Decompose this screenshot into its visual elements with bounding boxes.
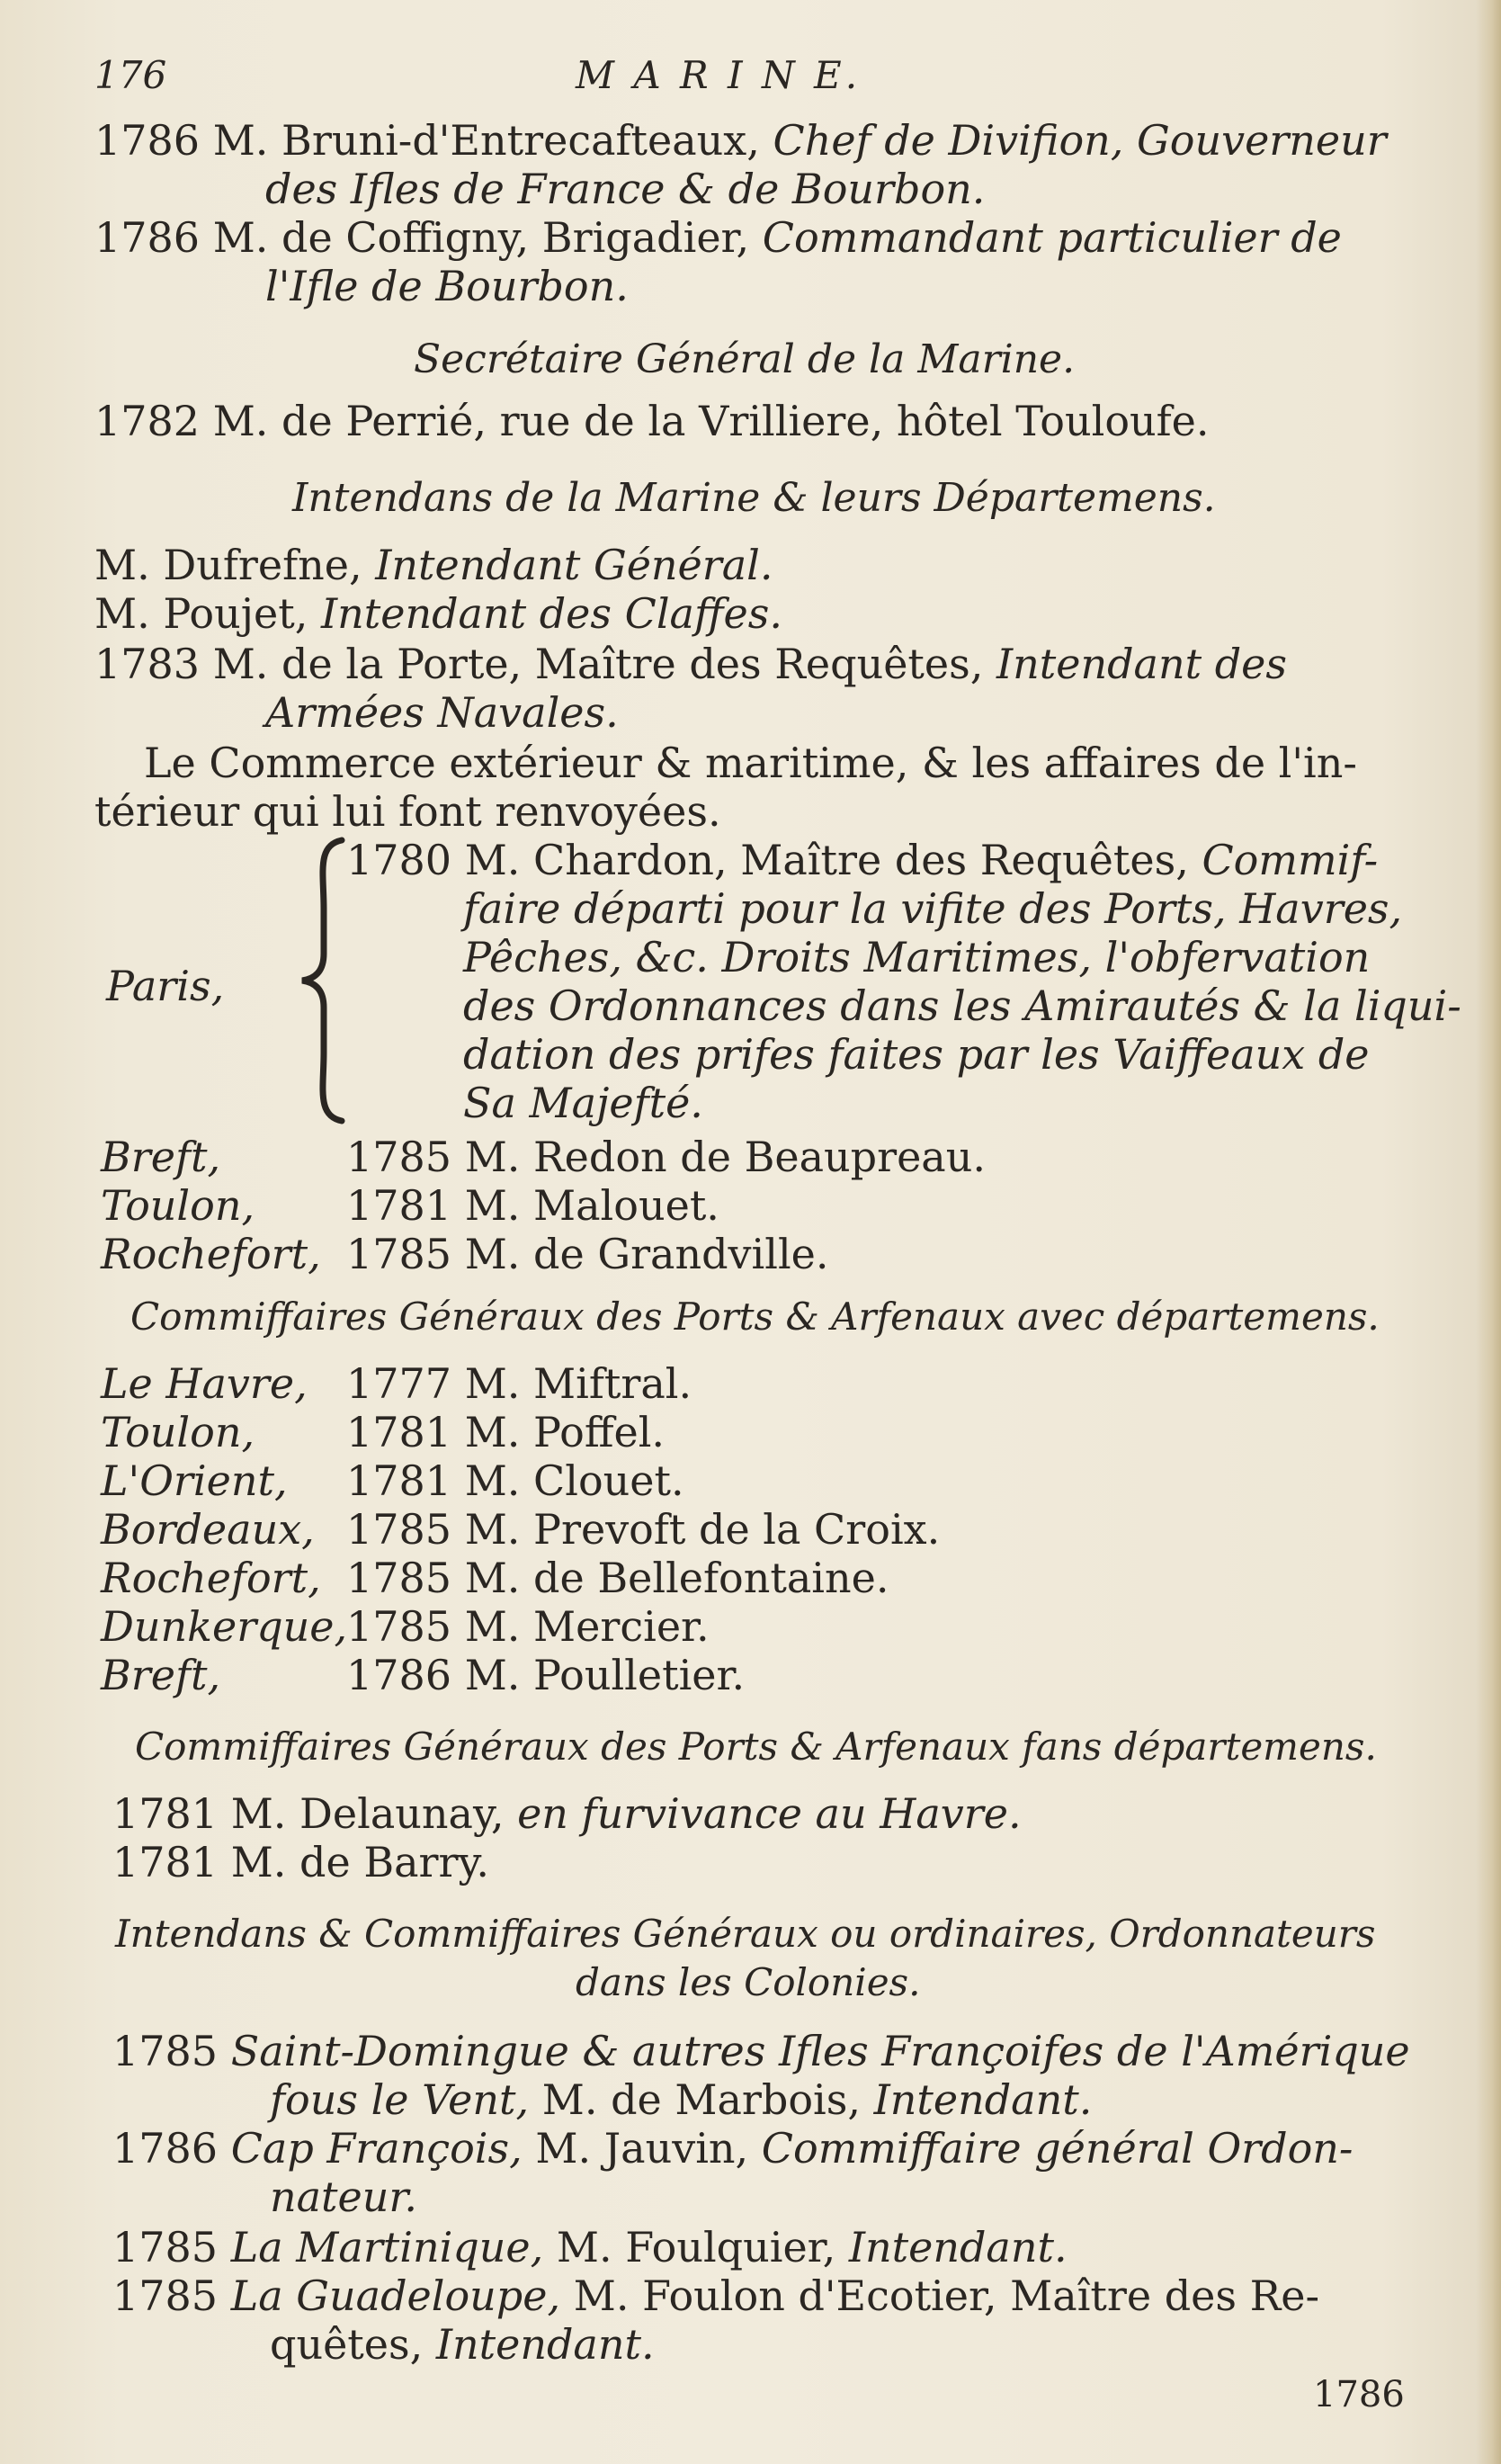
running-title: M A R I N E. — [576, 53, 862, 97]
entry-line: dation des prifes faites par les Vaiffeaux de — [463, 1030, 1370, 1079]
entry-text: 1786 M. de Coffigny, Brigadier, — [94, 213, 750, 262]
entry-line: des Ordonnances dans les Amirautés & la liqui- — [463, 981, 1461, 1030]
entry-title: Intendant Général. — [375, 541, 773, 589]
city-label: Toulon, — [101, 1408, 255, 1456]
entry-text: 1781 M. Delaunay, — [112, 1789, 505, 1838]
entry-line — [112, 1790, 1022, 1837]
entry-text: M. Foulquier, — [556, 2223, 836, 2271]
entry-line — [270, 2076, 1092, 2123]
brace-icon — [297, 837, 351, 1124]
section-heading: Intendans & Commiffaires Généraux ou ordinaires, Ordonnateurs — [115, 1912, 1376, 1956]
entry-year: 1786 — [112, 2124, 219, 2173]
city-label: Rochefort, — [101, 1230, 321, 1278]
entry-line — [94, 641, 1287, 687]
city-label: Breft, — [101, 1651, 221, 1699]
city-label: Paris, — [106, 962, 225, 1010]
city-label: L'Orient, — [101, 1456, 288, 1505]
entry-text: M. de Marbois, — [541, 2075, 861, 2124]
entry-title: en furvivance au Havre. — [517, 1789, 1022, 1838]
section-heading: dans les Colonies. — [576, 1960, 921, 2004]
city-label: Le Havre, — [101, 1359, 308, 1408]
city-label: Rochefort, — [101, 1554, 321, 1602]
entry-line — [94, 117, 1387, 164]
section-heading: Commiffaires Généraux des Ports & Arfenaux avec départemens. — [130, 1295, 1380, 1339]
entry-title: Intendant des Claffes. — [320, 589, 782, 638]
entry-line: 1785 M. Mercier. — [346, 1602, 710, 1651]
entry-line: 1777 M. Miftral. — [346, 1359, 692, 1408]
entry-line — [270, 2321, 655, 2368]
entry-text: M. Dufrefne, — [94, 541, 362, 589]
catchword: 1786 — [1313, 2374, 1405, 2415]
entry-line: l'Ifle de Bourbon. — [265, 262, 629, 310]
entry-title: Commiffaire général Ordon- — [761, 2124, 1354, 2173]
entry-title: Intendant des — [996, 640, 1287, 688]
entry-line — [112, 2272, 1319, 2319]
entry-title: Intendant. — [873, 2075, 1093, 2124]
entry-line — [112, 2125, 1353, 2172]
entry-title: La Guadeloupe, — [230, 2271, 561, 2320]
city-label: Bordeaux, — [101, 1505, 315, 1554]
entry-line: 1781 M. Clouet. — [346, 1456, 684, 1505]
entry-line: 1785 M. de Bellefontaine. — [346, 1554, 889, 1602]
city-label: Toulon, — [101, 1181, 255, 1230]
page-edge — [1476, 0, 1501, 2464]
entry-line: Sa Majefté. — [463, 1079, 703, 1127]
entry-line: faire départi pour la vifite des Ports, Havres, — [463, 884, 1403, 933]
entry-title: fous le Vent, — [270, 2075, 530, 2124]
entry-line: 1781 M. Malouet. — [346, 1181, 719, 1230]
entry-line — [94, 214, 1342, 261]
entry-title: Commif- — [1202, 836, 1379, 884]
entry-line: 1781 M. de Barry. — [112, 1838, 490, 1886]
section-heading: Secrétaire Général de la Marine. — [414, 336, 1076, 382]
entry-title: Intendant. — [435, 2320, 655, 2369]
page-number: 176 — [94, 53, 167, 97]
paragraph-line: térieur qui lui font renvoyées. — [94, 787, 721, 836]
entry-line — [94, 590, 782, 637]
entry-title: Commandant particulier de — [762, 213, 1342, 262]
section-heading: Commiffaires Généraux des Ports & Arfenaux fans départemens. — [135, 1725, 1377, 1769]
entry-text: M. Foulon d'Ecotier, Maître des Re- — [573, 2271, 1320, 2320]
paragraph-line: Le Commerce extérieur & maritime, & les affaires de l'in- — [144, 739, 1357, 787]
entry-year: 1785 — [112, 2027, 219, 2075]
entry-line: nateur. — [270, 2173, 417, 2221]
entry-text: M. Jauvin, — [535, 2124, 749, 2173]
entry-title: Intendant. — [848, 2223, 1068, 2271]
city-label: Dunkerque, — [101, 1602, 348, 1651]
entry-text: 1783 M. de la Porte, Maître des Requêtes, — [94, 640, 984, 688]
entry-line — [112, 2224, 1068, 2271]
entry-title: Chef de Divifion, Gouverneur — [773, 116, 1387, 165]
entry-text: quêtes, — [270, 2320, 424, 2369]
entry-line — [112, 2028, 1410, 2074]
entry-year: 1785 — [112, 2271, 219, 2320]
entry-line — [346, 837, 1378, 883]
entry-title: Saint-Domingue & autres Ifles Françoifes de l'Amérique — [230, 2027, 1410, 2075]
entry-year: 1785 — [112, 2223, 219, 2271]
entry-text: M. Poujet, — [94, 589, 308, 638]
entry-text: 1786 M. Bruni-d'Entrecafteaux, — [94, 116, 760, 165]
entry-line: 1786 M. Poulletier. — [346, 1651, 746, 1699]
entry-line — [94, 542, 773, 588]
entry-line: Pêches, &c. Droits Maritimes, l'obfervation — [463, 933, 1371, 981]
entry-line: des Ifles de France & de Bourbon. — [265, 165, 986, 213]
section-heading: Intendans de la Marine & leurs Départemens. — [292, 475, 1216, 521]
entry-line: 1782 M. de Perrié, rue de la Vrilliere, hôtel Touloufe. — [94, 397, 1210, 445]
entry-line: Armées Navales. — [265, 688, 619, 737]
entry-title: Cap François, — [230, 2124, 523, 2173]
entry-text: 1780 M. Chardon, Maître des Requêtes, — [346, 836, 1189, 884]
city-label: Breft, — [101, 1133, 221, 1181]
entry-line: 1785 M. Prevoft de la Croix. — [346, 1505, 941, 1554]
entry-line: 1781 M. Poffel. — [346, 1408, 666, 1456]
entry-title: La Martinique, — [230, 2223, 544, 2271]
entry-line: 1785 M. Redon de Beaupreau. — [346, 1133, 986, 1181]
entry-line: 1785 M. de Grandville. — [346, 1230, 829, 1278]
